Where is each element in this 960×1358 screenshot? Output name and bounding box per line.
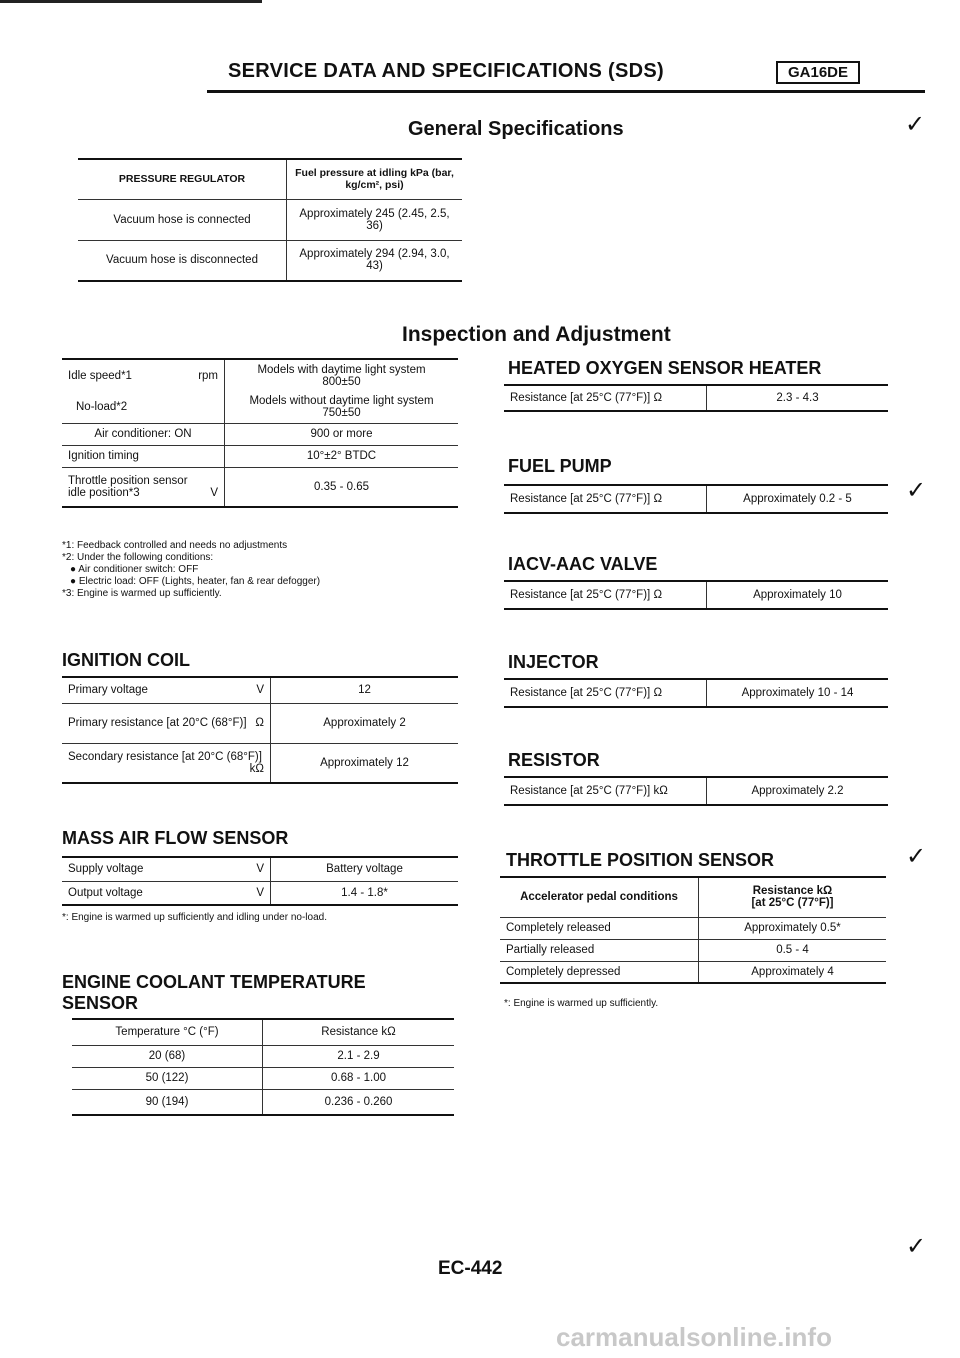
tps-cond-3: Completely depressed <box>500 961 699 983</box>
idle-speed-table <box>62 358 458 508</box>
idle-notes: *1: Feedback controlled and needs no adjustments *2: Under the following conditions: ● Air conditioner switch: OFF ● Electric load: OFF (Lights, heater, fan & rear defogger) *3: Engine is warmed up sufficiently. <box>62 540 321 599</box>
iacv-resistance-value: Approximately 10 <box>753 589 842 601</box>
general-specifications-title: General Specifications <box>408 118 624 140</box>
ac-on-label: Air conditioner: ON <box>62 423 225 445</box>
ect-res-1: 2.1 - 2.9 <box>263 1045 455 1067</box>
pressure-regulator-header: PRESSURE REGULATOR <box>78 159 287 199</box>
output-voltage-label: Output voltage V <box>62 881 271 905</box>
output-voltage-value: 1.4 - 1.8* <box>271 881 459 905</box>
ect-res-2: 0.68 - 1.00 <box>263 1067 455 1089</box>
ac-on-value: 900 or more <box>225 423 459 445</box>
title-rule <box>207 90 925 93</box>
vacuum-connected-value: Approximately 245 (2.45, 2.5, 36) <box>287 199 463 240</box>
pressure-regulator-table <box>78 158 462 282</box>
tps-res-2: 0.5 - 4 <box>699 939 887 961</box>
tps-note: *: Engine is warmed up sufficiently. <box>504 998 659 1009</box>
idle-speed-label: Idle speed*1 rpm <box>62 359 225 391</box>
vacuum-disconnected-label: Vacuum hose is disconnected <box>78 240 287 281</box>
fuel-pump-title: FUEL PUMP <box>508 456 612 476</box>
iacv-aac-table <box>504 580 888 610</box>
fuel-pressure-header: Fuel pressure at idling kPa (bar, kg/cm², psi) <box>295 167 454 192</box>
ho2s-heater-title: HEATED OXYGEN SENSOR HEATER <box>508 358 822 378</box>
tps-idle-label: Throttle position sensor idle position*3 V <box>62 467 225 507</box>
injector-table <box>504 678 888 708</box>
ignition-timing-label: Ignition timing <box>62 445 225 467</box>
injector-resistance-label: Resistance [at 25°C (77°F)] Ω <box>504 679 707 707</box>
primary-voltage-value: 12 <box>358 684 371 697</box>
pedal-conditions-header: Accelerator pedal conditions <box>500 877 699 917</box>
checkmark-icon: ✓ <box>905 111 926 138</box>
secondary-resistance-label: Secondary resistance [at 20°C (68°F)] kΩ <box>62 743 271 783</box>
maf-table <box>62 856 458 906</box>
ect-temp-2: 50 (122) <box>72 1067 263 1089</box>
checkmark-icon: ✓ <box>906 477 927 504</box>
ect-res-3: 0.236 - 0.260 <box>263 1089 455 1115</box>
resistor-table <box>504 776 888 806</box>
tps-cond-1: Completely released <box>500 917 699 939</box>
maf-title: MASS AIR FLOW SENSOR <box>62 828 289 848</box>
engine-badge: GA16DE <box>776 61 860 84</box>
page-number: EC-442 <box>438 1258 503 1279</box>
ignition-timing-value: 10°±2° BTDC <box>225 445 459 467</box>
supply-voltage-label: Supply voltage V <box>62 857 271 881</box>
iacv-aac-title: IACV-AAC VALVE <box>508 554 658 574</box>
iacv-resistance-label: Resistance [at 25°C (77°F)] Ω <box>504 581 707 609</box>
watermark: carmanualsonline.info <box>556 1322 832 1352</box>
tps-idle-value: 0.35 - 0.65 <box>225 467 459 507</box>
inspection-adjustment-title: Inspection and Adjustment <box>402 323 671 346</box>
ho2s-resistance-value: 2.3 - 4.3 <box>776 392 819 404</box>
fuel-pump-resistance-value: Approximately 0.2 - 5 <box>743 493 852 505</box>
checkmark-icon: ✓ <box>906 843 927 870</box>
primary-resistance-label: Primary resistance [at 20°C (68°F)] Ω <box>62 703 271 743</box>
ho2s-heater-table <box>504 384 888 412</box>
resistor-resistance-label: Resistance [at 25°C (77°F)] kΩ <box>504 777 707 805</box>
primary-voltage-label: Primary voltage V <box>62 677 271 703</box>
fuel-pump-table <box>504 484 888 514</box>
ignition-coil-title: IGNITION COIL <box>62 650 190 670</box>
fuel-pump-resistance-label: Resistance [at 25°C (77°F)] Ω <box>504 485 707 513</box>
tps-title: THROTTLE POSITION SENSOR <box>506 850 775 870</box>
tps-res-3: Approximately 4 <box>699 961 887 983</box>
temperature-header: Temperature °C (°F) <box>72 1019 263 1045</box>
resistor-title: RESISTOR <box>508 750 600 770</box>
ect-temp-3: 90 (194) <box>72 1089 263 1115</box>
secondary-resistance-value: Approximately 12 <box>271 743 459 783</box>
no-daytime-models: Models without daytime light system 750±50 <box>249 394 434 419</box>
maf-note: *: Engine is warmed up sufficiently and idling under no-load. <box>62 912 327 923</box>
injector-resistance-value: Approximately 10 - 14 <box>741 687 854 699</box>
vacuum-connected-label: Vacuum hose is connected <box>78 199 287 240</box>
ect-temp-1: 20 (68) <box>72 1045 263 1067</box>
checkmark-icon: ✓ <box>906 1233 927 1260</box>
primary-resistance-value: Approximately 2 <box>271 703 459 743</box>
no-load-label: No-load*2 <box>62 391 225 423</box>
tps-table <box>500 876 886 984</box>
idle-speed-unit: rpm <box>198 369 218 382</box>
ho2s-resistance-label: Resistance [at 25°C (77°F)] Ω <box>504 385 707 411</box>
tps-resistance-header: Resistance kΩ [at 25°C (77°F)] <box>751 885 834 910</box>
supply-voltage-value: Battery voltage <box>326 863 403 876</box>
daytime-models: Models with daytime light system 800±50 <box>257 363 426 388</box>
page-title: SERVICE DATA AND SPECIFICATIONS (SDS) <box>228 60 664 82</box>
vacuum-disconnected-value: Approximately 294 (2.94, 3.0, 43) <box>287 240 463 281</box>
ect-table <box>72 1018 454 1116</box>
ect-title: ENGINE COOLANT TEMPERATURE SENSOR <box>62 972 366 1013</box>
top-edge-rule <box>0 0 262 3</box>
resistor-resistance-value: Approximately 2.2 <box>751 785 844 797</box>
tps-res-1: Approximately 0.5* <box>699 917 887 939</box>
tps-cond-2: Partially released <box>500 939 699 961</box>
injector-title: INJECTOR <box>508 652 599 672</box>
ignition-coil-table <box>62 676 458 784</box>
resistance-header: Resistance kΩ <box>321 1026 396 1039</box>
